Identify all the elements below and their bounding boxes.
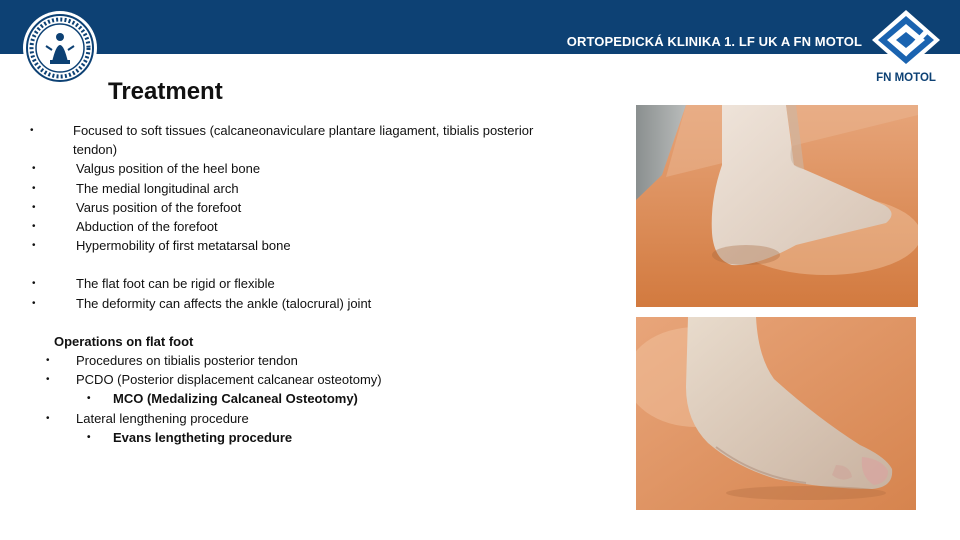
intro-item-text: Abduction of the forefoot [76,219,218,235]
intro-item [30,159,620,178]
bullet: • [32,182,36,194]
intro-lead [30,121,620,140]
bullet: • [32,297,36,309]
bullet: • [32,240,36,252]
slide-content [30,121,620,447]
operation-text: Procedures on tibialis posterior tendon [76,353,298,369]
institution-name: ORTOPEDICKÁ KLINIKA 1. LF UK A FN MOTOL [566,34,862,49]
bullet: • [46,374,50,386]
intro-item-text: The medial longitudinal arch [76,180,239,196]
operation-item [30,409,620,428]
note-text: The flat foot can be rigid or flexible [76,276,275,292]
bullet: • [32,201,36,213]
bullet: • [32,163,36,175]
intro-item [30,198,620,217]
intro-item [30,236,620,255]
bullet: • [32,278,36,290]
note-item [30,294,620,313]
foot-photo-rear-view [636,105,918,307]
operation-subitem [30,389,620,408]
note-text: The deformity can affects the ankle (talocrural) joint [76,295,372,311]
bullet: • [32,221,36,233]
intro-lead-text: Focused to soft tissues (calcaneonaviculare plantare liagament, tibialis posterior [73,123,534,138]
operation-item [30,351,620,370]
operation-subitem [30,428,620,447]
operation-text: PCDO (Posterior displacement calcanear osteotomy) [76,372,382,388]
bullet: • [46,355,50,367]
operation-item [30,370,620,389]
operation-text: Lateral lengthening procedure [76,410,249,426]
intro-lead-cont-text: tendon) [73,142,118,158]
intro-item-text: Valgus position of the heel bone [76,161,261,177]
intro-lead-cont [30,140,620,159]
operation-subitem-text: MCO (Medalizing Calcaneal Osteotomy) [113,391,358,407]
operations-heading: Operations on flat foot [54,333,194,349]
intro-item [30,217,620,236]
foot-photo-medial-view [636,317,916,510]
bullet: • [87,431,91,443]
fn-motol-label: FN MOTOL [876,72,936,84]
bullet: • [46,412,50,424]
bullet: • [87,393,91,405]
intro-item-text: Varus position of the forefoot [76,199,242,215]
operation-subitem-text: Evans lengtheting procedure [113,429,293,445]
note-item [30,274,620,293]
intro-item-text: Hypermobility of first metatarsal bone [76,238,291,254]
fn-motol-logo [870,8,942,72]
university-seal-logo [22,10,98,86]
bullet: • [30,125,34,136]
intro-item [30,179,620,198]
slide-title: Treatment [108,78,223,105]
